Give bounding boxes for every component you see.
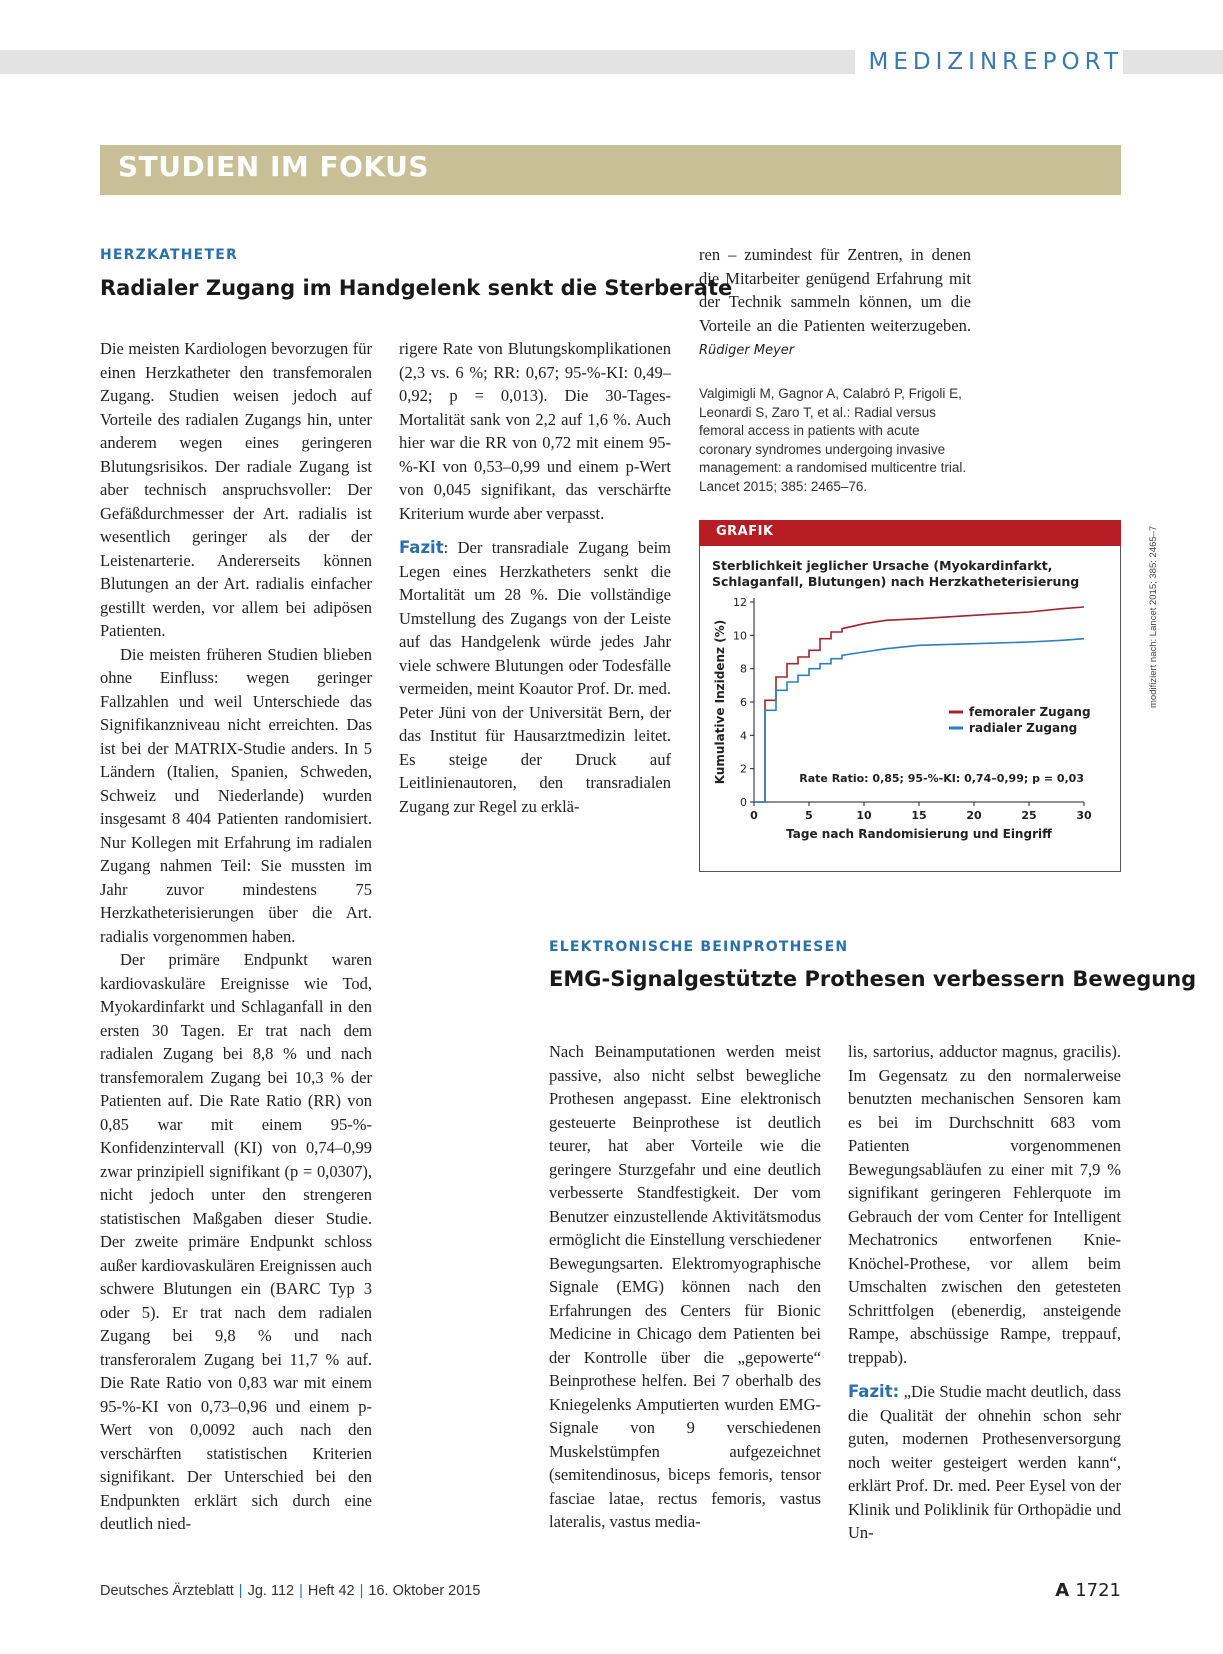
legend-label: femoraler Zugang [969,705,1091,719]
article1-fazit [399,536,671,818]
article1-headline: Radialer Zugang im Handgelenk senkt die Sterberate [100,276,733,300]
footer-journal: Deutsches Ärzteblatt [100,1583,234,1599]
figure-header [699,520,1121,546]
article2-column-2 [848,1040,1121,1545]
article1-paragraph: Der primäre Endpunkt waren kardiovaskuläre Ereignisse wie Tod, Myokardinfarkt und Schlaganfall in den ersten 30 Tagen. Er trat nach dem radialen Zugang bei 8,8 % und nach transfemoralem Zugang bei 10,3 % der Patienten auf. Die Rate Ratio (RR) von 0,85 war mit einem 95-%-Konfidenzintervall (KI) von 0,74–0,99 zwar prinzipiell signifikant (p = 0,0307), nicht jedoch unter den strengeren statistischen Maßgaben dieser Studie. Der zweite primäre Endpunkt schloss außer kardiovaskulären Ereignissen auch schwere Blutungen ein (BARC Typ 3 oder 5). Er trat nach dem radialen Zugang bei 9,8 % und nach transferoralem Zugang bei 11,7 % auf. Die Rate Ratio von 0,83 war mit einem 95-%-KI von 0,73–0,96 und einem p-Wert von 0,0092 auch nach den verschärften statistischen Kriterien signifikant. Der Unterschied bei den Endpunkten erklärt sich durch eine deutlich nied- [100,950,372,1533]
legend-label: radialer Zugang [969,721,1078,735]
page-prefix: A [1055,1580,1070,1601]
y-tick-label: 0 [740,796,747,809]
page-number-value: 1721 [1075,1580,1121,1601]
chart-plot [699,590,1121,872]
y-tick-label: 2 [740,762,747,776]
fazit-label: Fazit: [848,1382,900,1401]
reference-citation: Valgimigli M, Gagnor A, Calabró P, Frigoli E, Leonardi S, Zaro T, et al.: Radial versus femoral access in patients with acute coronary syndromes undergoing invasive management: a randomised multicentre trial. Lancet 2015; 385: 2465–76. [699,386,967,494]
footer-date: 16. Oktober 2015 [368,1583,481,1599]
article2-headline: EMG-Signalgestützte Prothesen verbessern Bewegung [549,967,1197,991]
fazit-text: : Der transradiale Zugang beim Legen eines Herzkatheters senkt die Mortalität um 28 %. Die vollständige Umstellung des Zugangs von der Leiste auf das Handgelenk würde jedes Jahr viele schwere Blutungen oder Todesfälle vermeiden, meint Koautor Prof. Dr. med. Peter Jüni von der Universität Bern, der das Institut für Hausarztmedizin leitet. Es steige der Druck auf Leitlinienautoren, den transradialen Zugang zur Regel zu erklä- [399,538,671,816]
fazit-text: „Die Studie macht deutlich, dass die Qualität der ohnehin schon sehr guten, modernen Prothesenversorgung noch weiter gesteigert werden kann“, erklärt Prof. Dr. med. Peer Eysel von der Klinik und Poliklinik für Orthopädie und Un- [848,1382,1121,1542]
section-banner [100,145,1121,195]
footer-citation: Deutsches Ärzteblatt | Jg. 112 | Heft 42 | 16. Oktober 2015 [100,1583,481,1599]
y-tick-label: 6 [740,696,747,709]
article1-closing-text: ren – zumindest für Zentren, in denen die Mitarbeiter genügend Erfahrung mit der Technik sammeln können, um die Vorteile an die Patienten weiterzugeben. [699,245,971,335]
x-tick-label: 30 [1076,809,1092,822]
x-tick-label: 20 [966,809,982,822]
article2-column-1 [549,1040,821,1534]
x-tick-label: 10 [856,809,872,822]
chart-annotation: Rate Ratio: 0,85; 95-%-KI: 0,74–0,99; p = 0,03 [799,772,1084,785]
page-number [1055,1580,1121,1601]
fazit-label: Fazit [399,538,444,557]
author-name: Rüdiger Meyer [699,343,795,358]
chart-title: Sterblichkeit jeglicher Ursache (Myokardinfarkt, Schlaganfall, Blutungen) nach Herzkatheterisierung [712,558,1080,589]
section-label: MEDIZINREPORT [855,48,1123,76]
article2-paragraph: lis, sartorius, adductor magnus, gracilis). Im Gegensatz zu den normalerweise benutzten mechanischen Sensoren kam es bei im Durchschnitt 683 vom Patienten vorgenommenen Bewegungsabläufen zu einer mit 7,9 % signifikant geringeren Fehlerquote im Gebrauch der vom Center for Intelligent Mechatronics entworfenen Knie-Knöchel-Prothese, vor allem beim Umschalten zwischen den getesteten Schrittfolgen (ebenerdig, ansteigende Rampe, abschüssige Rampe, treppauf, treppab). [848,1042,1121,1367]
article2-paragraph: Nach Beinamputationen werden meist passive, also nicht selbst bewegliche Prothesen angepasst. Eine elektronisch gesteuerte Beinprothese ist deutlich teurer, hat aber Vorteile wie die geringere Sturzgefahr und eine deutlich verbesserte Standfestigkeit. Der vom Benutzer einzustellende Aktivitätsmodus ermöglicht die Einstellung verschiedener Bewegungsarten. Elektromyographische Signale (EMG) können nach den Erfahrungen des Centers für Bionic Medicine in Chicago dem Patienten bei der Kontrolle über die „gepowerte“ Beinprothese helfen. Bei 7 oberhalb des Kniegelenks Amputierten wurden EMG-Signale von 9 verschiedenen Muskelstümpfen aufgezeichnet (semitendinosus, biceps femoris, tensor fasciae latae, rectus femoris, vastus lateralis, vastus media- [549,1042,821,1531]
figure-label: GRAFIK [716,524,774,539]
figure-source-note: modifiziert nach: Lancet 2015; 385: 2465–7 [1148,525,1159,708]
article1-paragraph: rigere Rate von Blutungskomplikationen (2,3 vs. 6 %; RR: 0,67; 95-%-KI: 0,49–0,92; p = 0,013). Die 30-Tages-Mortalität sank von 2,2 auf 1,6 %. Auch hier war die RR von 0,72 mit einem 95-%-KI von 0,53–0,99 und einem p-Wert von 0,045 signifikant, das verschärfte Kriterium wurde aber verpasst. [399,339,671,523]
y-tick-label: 8 [740,662,747,676]
article1-column-3 [699,243,971,363]
x-tick-label: 0 [750,809,758,822]
article2-fazit [848,1380,1121,1545]
article1-column-1 [100,337,372,1536]
y-axis-label: Kumulative Inzidenz (%) [713,619,727,785]
footer-volume: Jg. 112 [247,1583,295,1599]
x-tick-label: 5 [805,809,813,822]
article1-column-2 [399,337,671,818]
x-tick-label: 15 [911,809,927,822]
article1-paragraph: Die meisten früheren Studien blieben ohne Einfluss: wegen geringer Fallzahlen und weil Unterschiede das Signifikanzniveau nicht erreichten. Das ist bei der MATRIX-Studie anders. In 5 Ländern (Italien, Spanien, Schweden, Schweiz und Niederlande) wurden insgesamt 8 404 Patienten randomisiert. Nur Kollegen mit Erfahrung im radialen Zugang nahmen Teil: Sie mussten im Jahr zuvor mindestens 75 Herzkatheterisierungen über die Art. radialis vorgenommen haben. [100,644,372,946]
article1-paragraph: Die meisten Kardiologen bevorzugen für einen Herzkatheter den transfemoralen Zugang. Studien weisen jedoch auf Vorteile des radialen Zugangs hin, unter anderem wegen eines geringeren Blutungsrisikos. Der radiale Zugang ist aber technisch anspruchsvoller: Der Gefäßdurchmesser der Art. radialis ist wesentlich geringer als der der Leistenarterie. Andererseits können Blutungen an der Art. radialis einfacher gestillt werden, vor allem bei adipösen Patienten. [100,339,372,640]
y-tick-label: 4 [740,729,747,743]
y-tick-label: 12 [733,596,747,609]
y-tick-label: 10 [733,629,747,643]
footer-issue: Heft 42 [307,1583,355,1599]
x-axis-label: Tage nach Randomisierung und Eingriff [786,827,1052,841]
x-tick-label: 25 [1021,809,1037,822]
banner-title: STUDIEN IM FOKUS [118,150,430,183]
article2-kicker: ELEKTRONISCHE BEINPROTHESEN [549,939,849,955]
article1-kicker: HERZKATHETER [100,247,238,263]
